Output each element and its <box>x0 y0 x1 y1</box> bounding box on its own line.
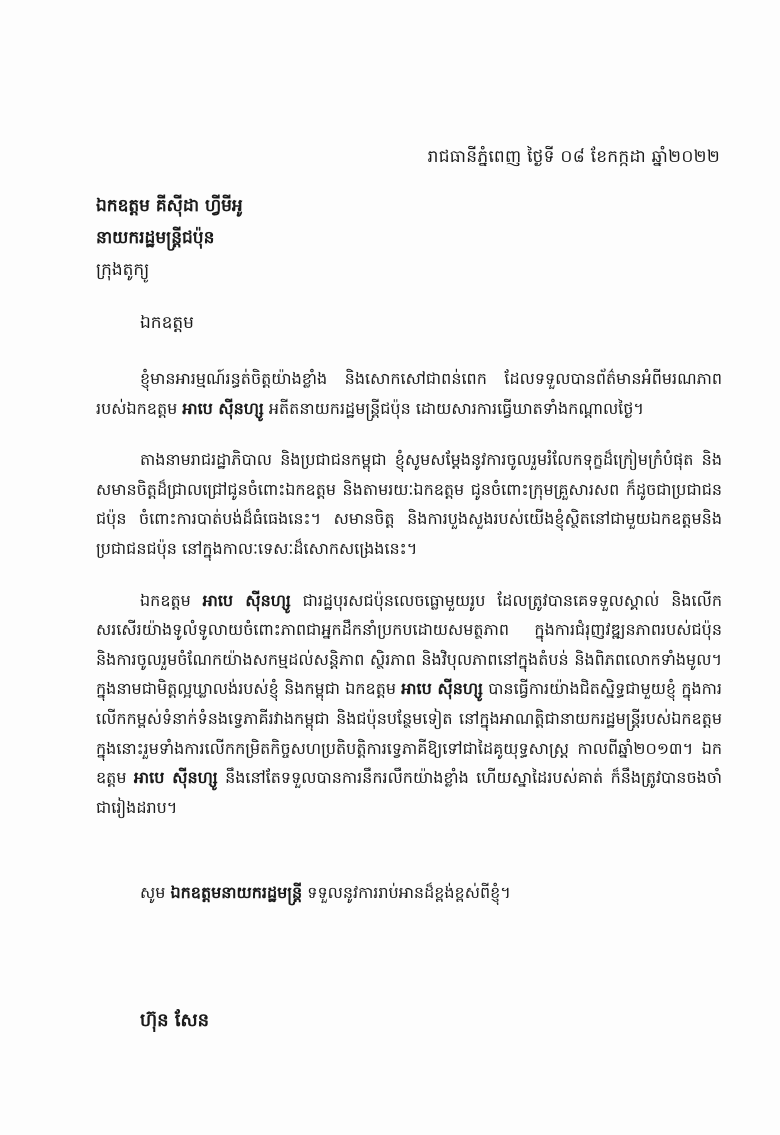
paragraph-3-name-3: អាបេ ស៊ីនហ្សូ <box>133 768 218 788</box>
signature-name: ហ៊ុន សែន <box>140 1010 210 1031</box>
addressee-city: ក្រុងតូក្យូ <box>96 260 150 280</box>
paragraph-1 <box>96 364 722 423</box>
closing-text-start: សូម <box>140 883 171 902</box>
closing-addressee: ឯកឧត្តមនាយករដ្ឋមន្ត្រី <box>170 883 303 902</box>
paragraph-1-text-start: ខ្ញុំមានអារម្មណ៍រន្ធត់ចិត្តយ៉ាងខ្លាំង និងសោកសៅជាពន់ពេក ដែលទទួលបានព័ត៌មានអំពីមរណភាពរបស់ឯកឧត្តម <box>96 369 722 418</box>
paragraph-1-name: អាបេ ស៊ីនហ្សូ <box>182 398 264 418</box>
addressee-title: នាយករដ្ឋមន្ត្រីជប៉ុន <box>96 228 215 248</box>
addressee-name: ឯកឧត្តម គីស៊ីដា ហ្វីមីអូ <box>96 196 243 216</box>
date-line: រាជធានីភ្នំពេញ ថ្ងៃទី ០៨ ខែកក្កដា ឆ្នាំ២០២២ <box>427 147 720 167</box>
paragraph-3-text-2: ជារដ្ឋបុរសជប៉ុនលេចធ្លោមួយរូប ដែលត្រូវបានគេទទួលស្គាល់ និងលើកសរសើរយ៉ាងទូលំទូលាយចំពោះភាពជាអ្នកដឹកនាំប្រកបដោយសមត្ថភាព ក្នុងការជំរុញវឌ្ឍនភាពរបស់ជប៉ុន និងការចូលរួមចំណែកយ៉ាងសកម្មដល់សន្តិភាព ស្ថិរភាព និងវិបុលភាពនៅក្នុងតំបន់ និងពិភពលោកទាំងមូល។ ក្នុងនាមជាមិត្តល្អឃ្លាលង់របស់ខ្ញុំ និងកម្ពុជា ឯកឧត្តម <box>96 590 723 699</box>
paragraph-3-text-1: ឯកឧត្តម <box>140 590 203 610</box>
paragraph-3-text-4: នឹងនៅតែទទួលបានការនឹករលឹកយ៉ាងខ្លាំង ហើយស្នាដៃរបស់គាត់ ក៏នឹងត្រូវបានចងចាំជារៀងដរាប។ <box>96 768 722 817</box>
letter-body <box>96 364 722 844</box>
paragraph-1-text-end: អតីតនាយករដ្ឋមន្ត្រីជប៉ុន ដោយសារការធ្វើឃាតទាំងកណ្ដាលថ្ងៃ។ <box>263 398 644 418</box>
paragraph-3-text-3: បានធ្វើការយ៉ាងជិតស្និទ្ធជាមួយខ្ញុំ ក្នុងការលើកកម្ពស់ទំនាក់ទំនងទ្វេភាគីរវាងកម្ពុជា និងជប៉ុនបន្ថែមទៀត នៅក្នុងអាណត្តិជានាយករដ្ឋមន្ត្រីរបស់ឯកឧត្តម ក្នុងនោះរួមទាំងការលើកកម្រិតកិច្ចសហប្រតិបត្តិការទ្វេភាគីឱ្យទៅជាដៃគូយុទ្ធសាស្ត្រ កាលពីឆ្នាំ២០១៣។ ឯកឧត្តម <box>96 679 722 788</box>
salutation: ឯកឧត្តម <box>140 313 194 333</box>
paragraph-3 <box>96 586 722 823</box>
paragraph-2: តាងនាមរាជរដ្ឋាភិបាល និងប្រជាជនកម្ពុជា ខ្ញុំសូមសម្ដែងនូវការចូលរួមរំលែកទុក្ខដ៏ក្រៀមក្រំបំផុត និងសមានចិត្តដ៏ជ្រាលជ្រៅជូនចំពោះឯកឧត្តម និងតាមរយៈឯកឧត្តម ជូនចំពោះក្រុមគ្រួសារសព ក៏ដូចជាប្រជាជនជប៉ុន ចំពោះការបាត់បង់ដ៏ធំធេងនេះ។ សមានចិត្ត និងការបួងសួងរបស់យើងខ្ញុំស្ថិតនៅជាមួយឯកឧត្តមនិងប្រជាជនជប៉ុន នៅក្នុងកាលៈទេសៈដ៏សោកសង្រេងនេះ។ <box>96 450 722 558</box>
addressee-block <box>96 190 696 286</box>
closing-line <box>140 882 511 906</box>
paragraph-3-name-1: អាបេ ស៊ីនហ្សូ <box>202 590 291 610</box>
paragraph-3-name-2: អាបេ ស៊ីនហ្សូ <box>401 679 483 699</box>
closing-text-end: ទទួលនូវការរាប់អានដ៏ខ្ពង់ខ្ពស់ពីខ្ញុំ។ <box>302 883 511 902</box>
